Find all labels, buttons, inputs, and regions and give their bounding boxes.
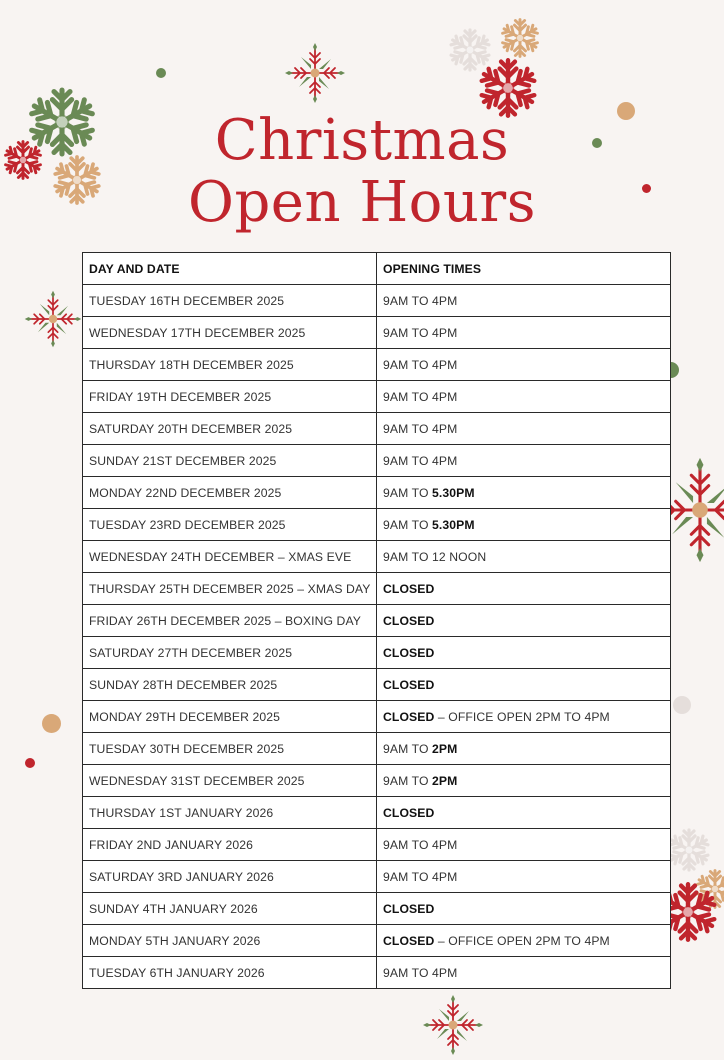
column-header-day: DAY AND DATE	[83, 253, 377, 285]
times-cell	[377, 445, 671, 477]
time-prefix: 9AM TO	[383, 773, 433, 788]
day-cell: THURSDAY 25TH DECEMBER 2025 – XMAS DAY	[83, 573, 377, 605]
table-row	[83, 925, 671, 957]
times-cell	[377, 765, 671, 797]
day-cell: THURSDAY 1ST JANUARY 2026	[83, 797, 377, 829]
time-prefix: 9AM TO 12 NOON	[383, 549, 487, 564]
table-row	[83, 413, 671, 445]
times-cell	[377, 573, 671, 605]
snowflake-icon	[497, 15, 543, 61]
day-cell: TUESDAY 6TH JANUARY 2026	[83, 957, 377, 989]
star-snowflake-icon	[20, 286, 86, 352]
table-row	[83, 861, 671, 893]
time-bold: 2PM	[432, 773, 458, 788]
day-cell: FRIDAY 19TH DECEMBER 2025	[83, 381, 377, 413]
day-cell: SATURDAY 27TH DECEMBER 2025	[83, 637, 377, 669]
times-cell	[377, 541, 671, 573]
times-cell	[377, 669, 671, 701]
page-title-line2: Open Hours	[188, 170, 536, 235]
time-suffix: – OFFICE OPEN 2PM TO 4PM	[434, 933, 610, 948]
time-bold: CLOSED	[383, 709, 435, 724]
column-header-times: OPENING TIMES	[377, 253, 671, 285]
time-prefix: 9AM TO	[383, 741, 433, 756]
table-row	[83, 509, 671, 541]
time-prefix: 9AM TO 4PM	[383, 965, 458, 980]
time-prefix: 9AM TO 4PM	[383, 357, 458, 372]
day-cell: TUESDAY 30TH DECEMBER 2025	[83, 733, 377, 765]
table-row	[83, 669, 671, 701]
time-prefix: 9AM TO	[383, 485, 433, 500]
table-row	[83, 573, 671, 605]
time-bold: CLOSED	[383, 645, 435, 660]
day-cell: THURSDAY 18TH DECEMBER 2025	[83, 349, 377, 381]
table-row	[83, 797, 671, 829]
times-cell	[377, 413, 671, 445]
day-cell: FRIDAY 2ND JANUARY 2026	[83, 829, 377, 861]
dot	[42, 714, 61, 733]
times-cell	[377, 861, 671, 893]
time-suffix: – OFFICE OPEN 2PM TO 4PM	[434, 709, 610, 724]
day-cell: MONDAY 22ND DECEMBER 2025	[83, 477, 377, 509]
star-snowflake-icon	[418, 990, 488, 1060]
time-prefix: 9AM TO 4PM	[383, 421, 458, 436]
star-snowflake-icon	[280, 38, 350, 108]
page-title-line1: Christmas	[214, 108, 510, 173]
day-cell: SUNDAY 4TH JANUARY 2026	[83, 893, 377, 925]
day-cell: SATURDAY 20TH DECEMBER 2025	[83, 413, 377, 445]
table-row	[83, 445, 671, 477]
times-cell	[377, 509, 671, 541]
time-bold: CLOSED	[383, 805, 435, 820]
opening-hours-table	[82, 252, 671, 989]
table-row	[83, 381, 671, 413]
table-row	[83, 765, 671, 797]
table-row	[83, 317, 671, 349]
time-prefix: 9AM TO 4PM	[383, 293, 458, 308]
dot	[156, 68, 166, 78]
times-cell	[377, 829, 671, 861]
day-cell: TUESDAY 16TH DECEMBER 2025	[83, 285, 377, 317]
times-cell	[377, 733, 671, 765]
times-cell	[377, 605, 671, 637]
time-prefix: 9AM TO 4PM	[383, 453, 458, 468]
time-prefix: 9AM TO 4PM	[383, 389, 458, 404]
day-cell: WEDNESDAY 31ST DECEMBER 2025	[83, 765, 377, 797]
time-bold: 5.30PM	[432, 485, 475, 500]
time-bold: CLOSED	[383, 933, 435, 948]
table-row	[83, 829, 671, 861]
day-cell: WEDNESDAY 17TH DECEMBER 2025	[83, 317, 377, 349]
time-bold: 5.30PM	[432, 517, 475, 532]
day-cell: MONDAY 29TH DECEMBER 2025	[83, 701, 377, 733]
time-bold: CLOSED	[383, 677, 435, 692]
times-cell	[377, 381, 671, 413]
times-cell	[377, 285, 671, 317]
times-cell	[377, 701, 671, 733]
time-bold: CLOSED	[383, 613, 435, 628]
day-cell: WEDNESDAY 24TH DECEMBER – XMAS EVE	[83, 541, 377, 573]
time-bold: CLOSED	[383, 901, 435, 916]
time-prefix: 9AM TO 4PM	[383, 325, 458, 340]
day-cell: SUNDAY 21ST DECEMBER 2025	[83, 445, 377, 477]
dot	[673, 696, 691, 714]
times-cell	[377, 797, 671, 829]
table-row	[83, 349, 671, 381]
times-cell	[377, 893, 671, 925]
table-row	[83, 605, 671, 637]
table-row	[83, 477, 671, 509]
time-prefix: 9AM TO 4PM	[383, 837, 458, 852]
day-cell: SUNDAY 28TH DECEMBER 2025	[83, 669, 377, 701]
dot	[25, 758, 35, 768]
day-cell: FRIDAY 26TH DECEMBER 2025 – BOXING DAY	[83, 605, 377, 637]
time-prefix: 9AM TO	[383, 517, 433, 532]
time-bold: 2PM	[432, 741, 458, 756]
table-row	[83, 285, 671, 317]
day-cell: SATURDAY 3RD JANUARY 2026	[83, 861, 377, 893]
day-cell: TUESDAY 23RD DECEMBER 2025	[83, 509, 377, 541]
times-cell	[377, 477, 671, 509]
times-cell	[377, 957, 671, 989]
times-cell	[377, 317, 671, 349]
table-row	[83, 957, 671, 989]
day-cell: MONDAY 5TH JANUARY 2026	[83, 925, 377, 957]
table-row	[83, 541, 671, 573]
times-cell	[377, 637, 671, 669]
table-header-row	[83, 253, 671, 285]
table-row	[83, 733, 671, 765]
times-cell	[377, 925, 671, 957]
table-row	[83, 637, 671, 669]
table-row	[83, 893, 671, 925]
time-bold: CLOSED	[383, 581, 435, 596]
times-cell	[377, 349, 671, 381]
time-prefix: 9AM TO 4PM	[383, 869, 458, 884]
table-row	[83, 701, 671, 733]
